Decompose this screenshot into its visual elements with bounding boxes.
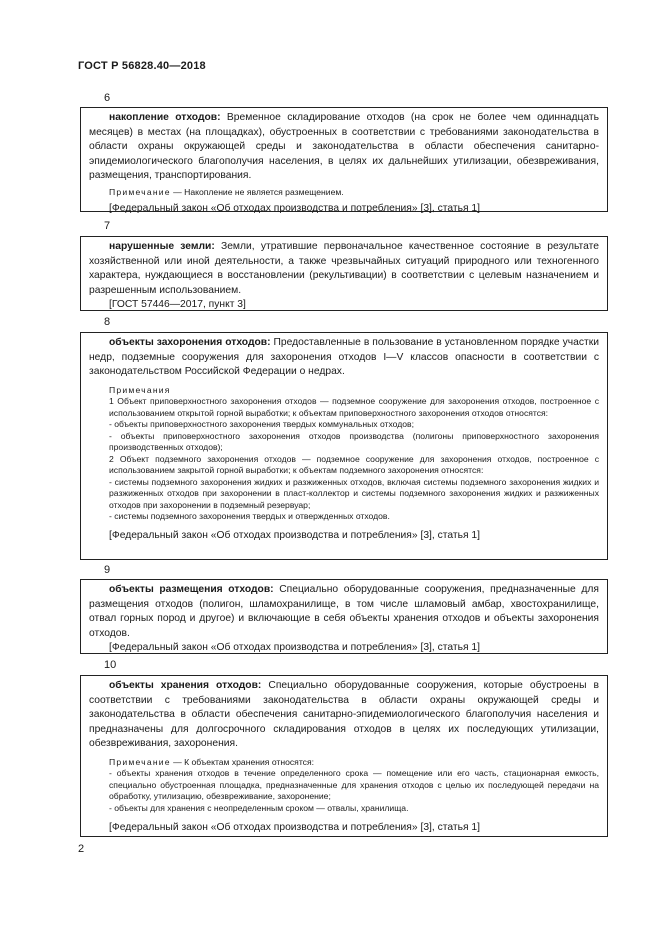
note: [89, 757, 599, 769]
entry-number: 8: [104, 316, 111, 328]
document-code: ГОСТ Р 56828.40—2018: [78, 60, 206, 72]
note-item: 1 Объект приповерхностного захоронения отходов — подземное сооружение для захоронения отходов, построенное с использованием открытой горной выработки; к объектам приповерхностного захоронения отходов относятся:: [109, 396, 599, 418]
definition-box: [80, 579, 608, 654]
definition: Предоставленные в пользование в установленном порядке участки недр, подземные сооружения для захоронения отходов I—V классов опасности в соответствии с законодательством Российской Федерации о недрах.: [89, 337, 599, 377]
definition: Специально оборудованные сооружения, которые обустроены в соответствии с требованиями законодательства в области охраны окружающей среды и законодательства в области обеспечения санитарно-эпидемиологического благополучия населения и предназначены для долгосрочного складирования отходов в целях их последующих утилизации, обезвреживания, захоронения.: [89, 680, 599, 749]
definition-box: [80, 107, 608, 212]
entry-number: 9: [104, 564, 111, 576]
definition-text: [89, 336, 599, 380]
source-reference: [ГОСТ 57446—2017, пункт 3]: [109, 299, 246, 310]
note-item: - объекты приповерхностного захоронения твердых коммунальных отходов;: [109, 419, 415, 429]
definition-text: [89, 240, 599, 298]
note-item: - системы подземного захоронения твердых и отвержденных отходов.: [109, 511, 390, 521]
entry-number: 10: [104, 659, 117, 671]
entry-number: 6: [104, 92, 111, 104]
note-item: - объекты приповерхностного захоронения отходов производства (полигоны приповерхностного захоронения производственных отходов);: [109, 430, 599, 452]
page-number: 2: [78, 843, 85, 855]
note-item: - объекты для хранения с неопределенным сроком — отвалы, хранилища.: [109, 802, 409, 813]
note-item: 2 Объект подземного захоронения отходов — подземное сооружение для захоронения отходов, построенное с использованием закрытой горной выработки; к объектам подземного захоронения относятся:: [109, 453, 599, 475]
definition-text: [89, 583, 599, 641]
note-text: — Накопление не является размещением.: [173, 186, 344, 197]
note-label: Примечание: [109, 756, 171, 767]
source-reference: [Федеральный закон «Об отходах производства и потребления» [3], статья 1]: [109, 529, 480, 541]
definition-box: [80, 236, 608, 311]
note: [89, 187, 599, 199]
definition: Специально оборудованные сооружения, предназначенные для размещения отходов (полигон, шламохранилище, в том числе шламовый амбар, хвостохранилище, отвал горных пород и другое) и включающие в себя объекты хранения отходов и объекты захоронения отходов.: [89, 584, 599, 639]
term: объекты хранения отходов:: [109, 680, 262, 691]
definition-text: [89, 679, 599, 752]
definition-box: [80, 332, 608, 560]
notes-list: [89, 768, 599, 814]
term: нарушенные земли:: [109, 241, 215, 252]
term: объекты захоронения отходов:: [109, 337, 271, 348]
source-reference: [Федеральный закон «Об отходах производства и потребления» [3], статья 1]: [109, 203, 480, 214]
note-text: — К объектам хранения относятся:: [173, 756, 315, 767]
entry-number: 7: [104, 220, 111, 232]
term: накопление отходов:: [109, 112, 221, 123]
note-item: - системы подземного захоронения жидких и разжиженных отходов, включая системы подземного захоронения жидких и разжиженных отходов при захоронении в пласт-коллектор и системы подземного захоронения жидких и разжиженных отходов при захоронении в подземный резервуар;: [109, 476, 599, 510]
source-reference: [Федеральный закон «Об отходах производства и потребления» [3], статья 1]: [109, 642, 480, 653]
term: объекты размещения отходов:: [109, 584, 274, 595]
definition-box: [80, 675, 608, 837]
source-reference: [Федеральный закон «Об отходах производства и потребления» [3], статья 1]: [109, 822, 480, 833]
definition-text: [89, 111, 599, 184]
notes-list: [89, 396, 599, 523]
note-label: Примечание: [109, 186, 171, 197]
definition: Земли, утратившие первоначальное качественное состояние в результате хозяйственной или иной деятельности, а также чрезвычайных ситуаций природного или техногенного характера, нуждающиеся в восстановлении (рекультивации) в соответствии с целевым назначением и разрешенным использованием.: [89, 241, 599, 296]
notes-label: Примечания: [109, 384, 171, 395]
definition: Временное складирование отходов (на срок не более чем одиннадцать месяцев) в местах (на площадках), обустроенных в соответствии с требованиями законодательства в области охраны окружающей среды и законодательства в области обеспечения санитарно-эпидемиологического благополучия населения, в целях их дальнейших утилизации, обезвреживания, размещения, транспортирования.: [89, 112, 599, 181]
note-item: - объекты хранения отходов в течение определенного срока — помещение или его часть, стационарная емкость, специально обустроенная площадка, предназначенные для хранения отходов с целью их последующей передачи на обработку, утилизацию, обезвреживание, захоронение;: [109, 768, 599, 801]
